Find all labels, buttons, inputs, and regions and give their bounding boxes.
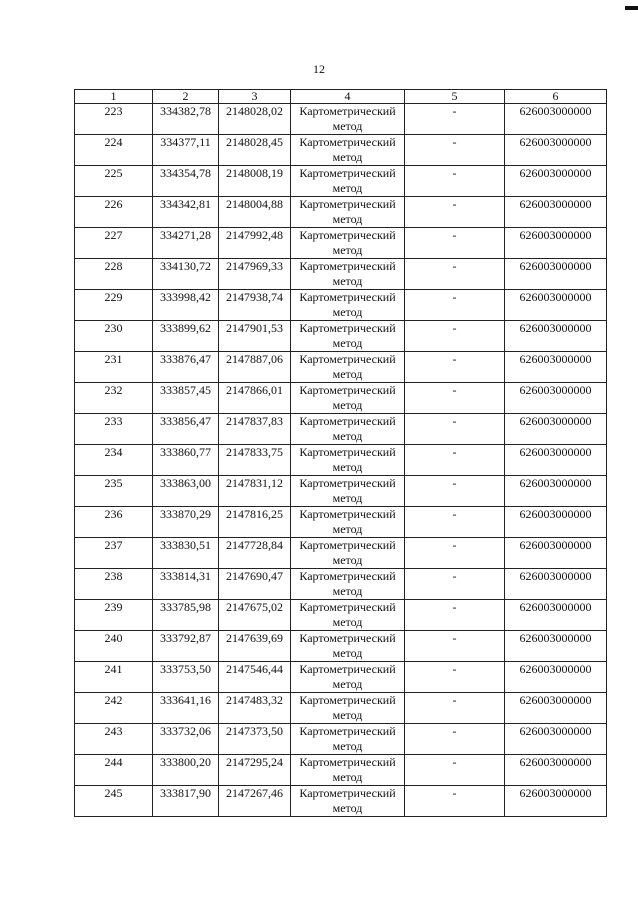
table-row [75,786,607,817]
cell-accuracy: - [405,662,505,693]
cell-cadastral-number: 626003000000 [505,786,607,817]
cell-accuracy: - [405,724,505,755]
cell-coord-y: 2148028,02 [219,104,291,135]
header-col-2: 2 [153,90,219,104]
cell-method: Картометрический метод [291,383,405,414]
cell-point-number: 233 [75,414,153,445]
cell-point-number: 240 [75,631,153,662]
cell-cadastral-number: 626003000000 [505,631,607,662]
cell-accuracy: - [405,693,505,724]
cell-coord-x: 334271,28 [153,228,219,259]
cell-coord-y: 2147483,32 [219,693,291,724]
cell-method: Картометрический метод [291,631,405,662]
table-row [75,104,607,135]
table-header [75,90,607,104]
cell-point-number: 243 [75,724,153,755]
header-col-3: 3 [219,90,291,104]
cell-cadastral-number: 626003000000 [505,352,607,383]
cell-point-number: 229 [75,290,153,321]
cell-cadastral-number: 626003000000 [505,507,607,538]
cell-coord-x: 333817,90 [153,786,219,817]
cell-coord-x: 334130,72 [153,259,219,290]
cell-point-number: 230 [75,321,153,352]
cell-coord-x: 333899,62 [153,321,219,352]
cell-coord-y: 2147816,25 [219,507,291,538]
cell-coord-x: 334354,78 [153,166,219,197]
cell-point-number: 236 [75,507,153,538]
cell-method: Картометрический метод [291,228,405,259]
table-row [75,383,607,414]
cell-accuracy: - [405,507,505,538]
cell-coord-x: 334382,78 [153,104,219,135]
cell-method: Картометрический метод [291,104,405,135]
table-row [75,445,607,476]
cell-accuracy: - [405,197,505,228]
cell-cadastral-number: 626003000000 [505,538,607,569]
cell-point-number: 227 [75,228,153,259]
cell-coord-y: 2147938,74 [219,290,291,321]
cell-coord-y: 2147295,24 [219,755,291,786]
cell-method: Картометрический метод [291,290,405,321]
cell-coord-y: 2148004,88 [219,197,291,228]
cell-coord-y: 2148008,19 [219,166,291,197]
cell-accuracy: - [405,104,505,135]
cell-coord-y: 2147887,06 [219,352,291,383]
table-row [75,476,607,507]
cell-method: Картометрический метод [291,321,405,352]
cell-point-number: 245 [75,786,153,817]
cell-coord-y: 2147728,84 [219,538,291,569]
table-row [75,538,607,569]
table-row [75,259,607,290]
cell-accuracy: - [405,383,505,414]
cell-accuracy: - [405,414,505,445]
cell-coord-x: 333753,50 [153,662,219,693]
cell-accuracy: - [405,445,505,476]
cell-coord-x: 334342,81 [153,197,219,228]
cell-point-number: 223 [75,104,153,135]
table-row [75,693,607,724]
table-row [75,507,607,538]
cell-method: Картометрический метод [291,662,405,693]
cell-method: Картометрический метод [291,352,405,383]
cell-method: Картометрический метод [291,476,405,507]
cell-point-number: 239 [75,600,153,631]
cell-coord-x: 333814,31 [153,569,219,600]
cell-accuracy: - [405,321,505,352]
cell-method: Картометрический метод [291,507,405,538]
table-row [75,569,607,600]
cell-coord-x: 333830,51 [153,538,219,569]
table-row [75,321,607,352]
table-row [75,135,607,166]
cell-coord-x: 333863,00 [153,476,219,507]
cell-coord-y: 2147546,44 [219,662,291,693]
table-row [75,600,607,631]
cell-point-number: 242 [75,693,153,724]
cell-point-number: 228 [75,259,153,290]
table-row [75,724,607,755]
cell-accuracy: - [405,600,505,631]
cell-accuracy: - [405,755,505,786]
cell-method: Картометрический метод [291,755,405,786]
cell-coord-y: 2147675,02 [219,600,291,631]
cell-cadastral-number: 626003000000 [505,197,607,228]
cell-method: Картометрический метод [291,166,405,197]
cell-method: Картометрический метод [291,569,405,600]
cell-accuracy: - [405,290,505,321]
cell-cadastral-number: 626003000000 [505,755,607,786]
cell-accuracy: - [405,786,505,817]
cell-coord-x: 333876,47 [153,352,219,383]
cell-coord-y: 2147992,48 [219,228,291,259]
cell-point-number: 234 [75,445,153,476]
cell-point-number: 226 [75,197,153,228]
cell-method: Картометрический метод [291,197,405,228]
cell-point-number: 238 [75,569,153,600]
cell-accuracy: - [405,352,505,383]
page-number: 12 [313,62,325,76]
cell-coord-y: 2147267,46 [219,786,291,817]
table-row [75,631,607,662]
cell-cadastral-number: 626003000000 [505,569,607,600]
cell-accuracy: - [405,538,505,569]
cell-point-number: 231 [75,352,153,383]
cell-coord-y: 2147866,01 [219,383,291,414]
header-col-1: 1 [75,90,153,104]
cell-cadastral-number: 626003000000 [505,321,607,352]
cell-coord-y: 2148028,45 [219,135,291,166]
cell-method: Картометрический метод [291,724,405,755]
cell-method: Картометрический метод [291,135,405,166]
corner-scan-mark [625,6,638,10]
cell-coord-y: 2147833,75 [219,445,291,476]
cell-accuracy: - [405,166,505,197]
cell-method: Картометрический метод [291,693,405,724]
table-row [75,352,607,383]
cell-coord-y: 2147831,12 [219,476,291,507]
cell-coord-x: 333641,16 [153,693,219,724]
cell-cadastral-number: 626003000000 [505,290,607,321]
cell-cadastral-number: 626003000000 [505,445,607,476]
table-row [75,290,607,321]
cell-coord-x: 333800,20 [153,755,219,786]
cell-point-number: 241 [75,662,153,693]
cell-method: Картометрический метод [291,259,405,290]
cell-cadastral-number: 626003000000 [505,135,607,166]
cell-cadastral-number: 626003000000 [505,724,607,755]
cell-cadastral-number: 626003000000 [505,104,607,135]
cell-coord-y: 2147639,69 [219,631,291,662]
cell-point-number: 232 [75,383,153,414]
coordinates-table [74,89,607,817]
cell-accuracy: - [405,135,505,166]
cell-accuracy: - [405,259,505,290]
header-col-6: 6 [505,90,607,104]
cell-coord-x: 333856,47 [153,414,219,445]
header-col-4: 4 [291,90,405,104]
cell-cadastral-number: 626003000000 [505,414,607,445]
cell-coord-y: 2147969,33 [219,259,291,290]
cell-point-number: 225 [75,166,153,197]
cell-coord-x: 333785,98 [153,600,219,631]
cell-cadastral-number: 626003000000 [505,228,607,259]
cell-coord-x: 333860,77 [153,445,219,476]
cell-accuracy: - [405,228,505,259]
cell-coord-y: 2147837,83 [219,414,291,445]
table-row [75,166,607,197]
table-row [75,755,607,786]
cell-cadastral-number: 626003000000 [505,259,607,290]
table-row [75,414,607,445]
cell-coord-y: 2147690,47 [219,569,291,600]
cell-cadastral-number: 626003000000 [505,383,607,414]
cell-method: Картометрический метод [291,445,405,476]
cell-coord-x: 333732,06 [153,724,219,755]
cell-point-number: 235 [75,476,153,507]
table-row [75,228,607,259]
cell-cadastral-number: 626003000000 [505,166,607,197]
cell-coord-x: 333857,45 [153,383,219,414]
header-row [75,90,607,104]
cell-cadastral-number: 626003000000 [505,662,607,693]
cell-method: Картометрический метод [291,786,405,817]
cell-coord-x: 333870,29 [153,507,219,538]
cell-coord-x: 334377,11 [153,135,219,166]
cell-point-number: 237 [75,538,153,569]
table-row [75,662,607,693]
cell-cadastral-number: 626003000000 [505,600,607,631]
header-col-5: 5 [405,90,505,104]
cell-accuracy: - [405,569,505,600]
cell-accuracy: - [405,476,505,507]
cell-cadastral-number: 626003000000 [505,476,607,507]
cell-point-number: 244 [75,755,153,786]
cell-coord-x: 333998,42 [153,290,219,321]
cell-method: Картометрический метод [291,600,405,631]
cell-method: Картометрический метод [291,414,405,445]
cell-method: Картометрический метод [291,538,405,569]
cell-coord-x: 333792,87 [153,631,219,662]
cell-point-number: 224 [75,135,153,166]
cell-coord-y: 2147373,50 [219,724,291,755]
table-row [75,197,607,228]
cell-coord-y: 2147901,53 [219,321,291,352]
table-body [75,104,607,817]
cell-cadastral-number: 626003000000 [505,693,607,724]
cell-accuracy: - [405,631,505,662]
